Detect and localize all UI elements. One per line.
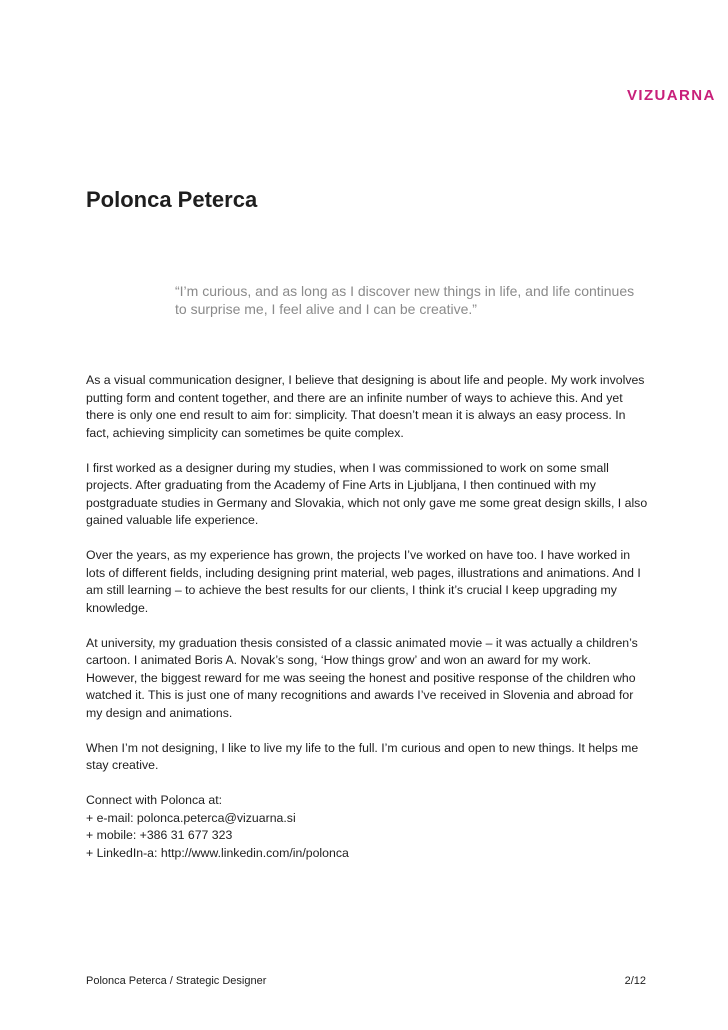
contact-block <box>86 792 646 862</box>
paragraph-4 <box>86 635 646 723</box>
text-line: watched it. This is just one of many recognitions and awards I’ve received in Slovenia and abroad for <box>86 688 634 702</box>
contact-email: + e-mail: polonca.peterca@vizuarna.si <box>86 810 296 825</box>
text-line: I first worked as a designer during my studies, when I was commissioned to work on some small <box>86 460 609 475</box>
text-line: my design and animations. <box>86 705 233 720</box>
text-line: At university, my graduation thesis consisted of a classic animated movie – it was actually a children’s <box>86 635 638 650</box>
text-line: postgraduate studies in Germany and Slovakia, which not only gave me some great design skills, I also <box>86 495 648 510</box>
quote-line: to surprise me, I feel alive and I can be creative.” <box>175 301 477 317</box>
text-line: there is only one end result to aim for: simplicity. That doesn’t mean it is always an easy process. In <box>86 408 626 422</box>
text-line: knowledge. <box>86 600 149 615</box>
text-line: stay creative. <box>86 758 159 772</box>
paragraph-3 <box>86 547 646 617</box>
contact-heading: Connect with Polonca at: <box>86 793 223 807</box>
paragraph-5 <box>86 740 646 775</box>
text-line: lots of different fields, including designing print material, web pages, illustrations and animations. And I <box>86 565 641 580</box>
paragraph-2 <box>86 460 646 530</box>
page-title: Polonca Peterca <box>86 187 258 212</box>
text-line: As a visual communication designer, I believe that designing is about life and people. My work involves <box>86 373 645 387</box>
pull-quote <box>175 282 655 318</box>
text-line: gained valuable life experience. <box>86 513 259 527</box>
text-line: fact, achieving simplicity can sometimes be quite complex. <box>86 425 404 440</box>
body-text <box>86 372 646 862</box>
text-line: putting form and content together, and there are an infinite number of ways to achieve this. And yet <box>86 390 623 405</box>
vizuarna-logo: VIZUARNA <box>627 87 716 104</box>
text-line: am still learning – to achieve the best results for our clients, I think it’s crucial I keep upgrading my <box>86 583 617 597</box>
paragraph-1 <box>86 372 646 442</box>
text-line: cartoon. I animated Boris A. Novak’s song, ‘How things grow’ and won an award for my work. <box>86 653 592 667</box>
contact-mobile: + mobile: +386 31 677 323 <box>86 828 233 842</box>
page-number: 2/12 <box>624 975 646 987</box>
text-line: However, the biggest reward for me was seeing the honest and positive response of the children who <box>86 670 636 685</box>
contact-linkedin: + LinkedIn-a: http://www.linkedin.com/in/polonca <box>86 845 349 860</box>
quote-line: “I’m curious, and as long as I discover new things in life, and life continues <box>175 283 635 299</box>
footer-author: Polonca Peterca / Strategic Designer <box>86 975 267 987</box>
text-line: projects. After graduating from the Academy of Fine Arts in Ljubljana, I then continued with my <box>86 478 596 492</box>
text-line: When I’m not designing, I like to live my life to the full. I’m curious and open to new things. It helps me <box>86 740 639 755</box>
text-line: Over the years, as my experience has grown, the projects I’ve worked on have too. I have worked in <box>86 548 631 562</box>
